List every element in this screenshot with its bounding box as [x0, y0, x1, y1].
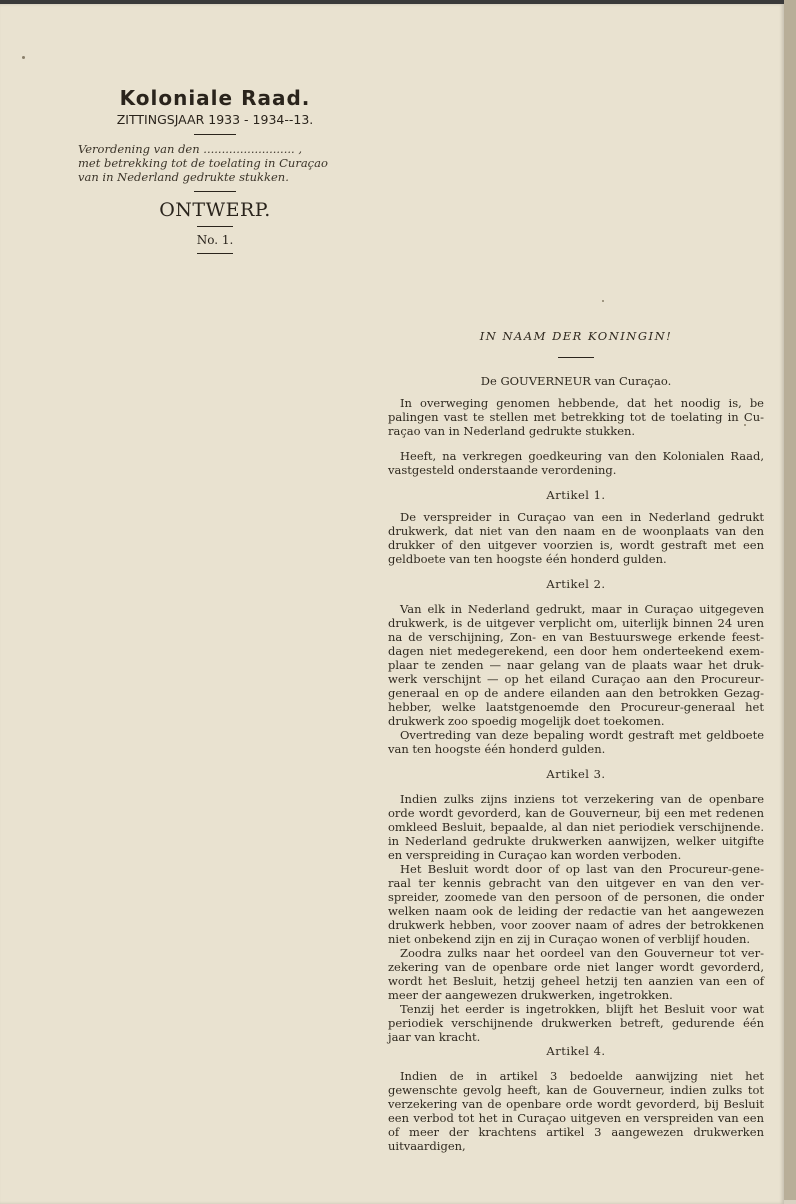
ordinance-body	[388, 329, 764, 1153]
divider	[558, 357, 594, 358]
divider	[197, 226, 233, 227]
document-header	[70, 86, 360, 260]
article	[388, 1044, 764, 1153]
paper-speck	[744, 424, 746, 426]
invocation: IN NAAM DER KONINGIN!	[479, 329, 673, 343]
session-year: ZITTINGSJAAR 1933 - 1934--13.	[116, 112, 314, 127]
governor-line: De GOUVERNEUR van Curaçao.	[480, 374, 672, 388]
article	[388, 767, 764, 1044]
paper-speck	[22, 56, 25, 59]
article-paragraph: Zoodra zulks naar het oordeel van den Gouverneur tot ver- zekering van de openbare orde niet langer wordt gevorderd, wordt het Besluit, hetzij geheel hetzij ten aanzien van een of meer der aangewezen drukwerken, ingetrokken.	[388, 946, 764, 1002]
ordinance-line: van in Nederland gedrukte stukken.	[78, 170, 289, 184]
article-paragraph: Indien de in artikel 3 bedoelde aanwijzing niet het gewenschte gevolg heeft, kan de Gouverneur, indien zulks tot verzekering van de openbare orde wordt gevorderd, bij Besluit een verbod tot het in Curaçao uitgeven en verspreiden van een of meer der krachtens artikel 3 aangewezen drukwerken uitvaardigen,	[388, 1069, 764, 1153]
draft-label: ONTWERP.	[159, 199, 271, 221]
article-heading: Artikel 1.	[546, 488, 606, 502]
page-edge	[784, 0, 796, 1200]
article	[388, 577, 764, 756]
article-heading: Artikel 4.	[546, 1044, 606, 1058]
article-paragraph: Van elk in Nederland gedrukt, maar in Curaçao uitgegeven drukwerk, is de uitgever verplicht om, uiterlijk binnen 24 uren na de verschijning, Zon- en van Bestuurswege erkende feest- dagen niet medegerekend, een door hem onderteekend exem- plaar te zenden — naar gelang van de plaats waar het druk- werk verschijnt — op het eiland Curaçao aan den Procureur- generaal en op de andere eilanden aan den betrokken Gezag- hebber, welke laatstgenoemde den Procureur-generaal het drukwerk zoo spoedig mogelijk doet toekomen.	[388, 602, 764, 728]
article-heading: Artikel 2.	[546, 577, 606, 591]
divider	[194, 134, 236, 135]
article-heading: Artikel 3.	[546, 767, 606, 781]
article	[388, 488, 764, 566]
considering-paragraph: In overweging genomen hebbende, dat het noodig is, be palingen vast te stellen met betrekking tot de toelating in Cu- raçao van in Nederland gedrukte stukken.	[388, 396, 764, 438]
paper-speck	[602, 300, 604, 302]
article-paragraph: Tenzij het eerder is ingetrokken, blijft het Besluit voor wat periodiek verschijnende drukwerken betreft, gedurende één jaar van kracht.	[388, 1002, 764, 1044]
council-title: Koloniale Raad.	[119, 86, 311, 110]
article-paragraph: Het Besluit wordt door of op last van den Procureur-gene- raal ter kennis gebracht van den uitgever en van den ver- spreider, zoomede van den persoon of de personen, die onder welken naam ook de leiding der redactie van het aangewezen drukwerk hebben, voor zoover naam of adres der betrokkenen niet onbekend zijn en zij in Curaçao wonen of verblijf houden.	[388, 862, 764, 946]
article-paragraph: De verspreider in Curaçao van een in Nederland gedrukt drukwerk, dat niet van den naam en de woonplaats van den drukker of den uitgever voorzien is, wordt gestraft met een geldboete van ten hoogste één honderd gulden.	[388, 510, 764, 566]
divider	[197, 253, 233, 254]
divider	[194, 191, 236, 192]
ordinance-description	[78, 142, 360, 184]
ordinance-line: met betrekking tot de toelating in Curaçao	[78, 156, 328, 170]
article-paragraph: Indien zulks zijns inziens tot verzekering van de openbare orde wordt gevorderd, kan de Gouverneur, bij een met redenen omkleed Besluit, bepaalde, al dan niet periodiek verschijnende. in Nederland gedrukte drukwerken aanwijzen, welker uitgifte en verspreiding in Curaçao kan worden verboden.	[388, 792, 764, 862]
enacted-paragraph: Heeft, na verkregen goedkeuring van den Kolonialen Raad, vastgesteld onderstaande verordening.	[388, 449, 764, 477]
article-paragraph: Overtreding van deze bepaling wordt gestraft met geldboete van ten hoogste één honderd gulden.	[388, 728, 764, 756]
ordinance-line: Verordening van den ......................... ,	[78, 142, 302, 156]
draft-number: No. 1.	[196, 233, 234, 247]
